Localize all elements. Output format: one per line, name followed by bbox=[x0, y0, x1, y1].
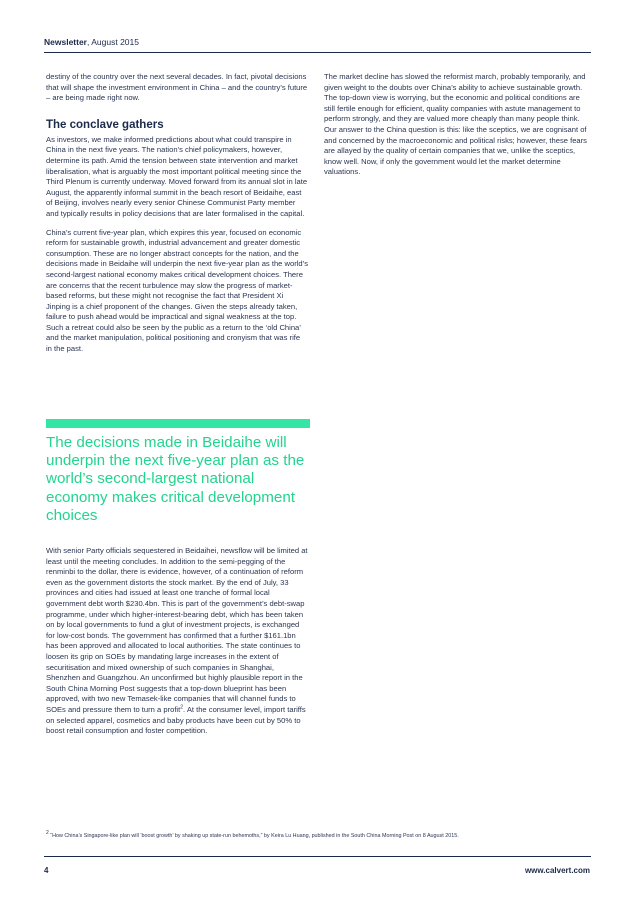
pull-quote-accent-bar bbox=[46, 419, 310, 428]
left-column bbox=[46, 72, 308, 363]
header-date: , August 2015 bbox=[87, 37, 139, 47]
page-header bbox=[44, 36, 591, 48]
intro-paragraph: destiny of the country over the next several decades. In fact, pivotal decisions that will shape the investment environment in China – and the country’s future – are being made right now. bbox=[46, 72, 308, 103]
header-label: Newsletter bbox=[44, 37, 87, 47]
footnote-marker: 2 bbox=[46, 830, 49, 837]
website-link[interactable]: www.calvert.com bbox=[524, 866, 590, 875]
page-number: 4 bbox=[44, 866, 49, 875]
body-paragraph-2: China’s current five-year plan, which expires this year, focused on economic reform for sustainable growth, industrial advancement and greater domestic consumption. These are no longer abstract concepts for the nation, and the decisions made in Beidaihe will underpin the next five-year plan as the world’s second-largest national economy makes critical development choices. There are concerns that the recent turbulence may slow the progress of market-based reforms, but these might not recognise the fact that President Xi Jinping is a chief proponent of the changes. Given the steps already taken, failure to push ahead would be impractical and signal weakness at the top. Such a retreat could also be seen by the public as a return to the ‘old China’ and the market manipulation, political positioning and cronyism that was rife in the past. bbox=[46, 227, 308, 354]
bottom-paragraph-text: With senior Party officials sequestered in Beidaihei, newsflow will be limited at least until the meeting concludes. In addition to the semi-pegging of the renminbi to the dollar, there is evidence, however, of a continuation of reform even as the government distorts the stock market. By the end of July, 33 provinces and cities had issued at least one tranche of formal local government debt worth $230.4bn. This is part of the government’s debt-swap programme, under which higher-interest-bearing debt, which has been taken on by local governments to fund a glut of investment projects, is exchanged for low-cost bonds. The government has confirmed that a further $161.1bn has been approved and allocated to local authorities. The state continues to loosen its grip on SOEs by mandating large increases in the extent of securitisation and mixed ownership of such companies in Shanghai, Shenzhen and Guangzhou. An unconfirmed but highly plausible report in the South China Morning Post suggests that a top-down blueprint has been approved, with two new Temasek-like companies that will channel funds to SOEs and pressure them to turn a profit bbox=[46, 546, 308, 714]
body-paragraph-1: As investors, we make informed predictions about what could transpire in China in the next five years. The nation’s chief policymakers, however, determine its path. Amid the tension between state intervention and market liberalisation, what is arguably the most important political meeting since the Third Plenum is currently underway. Moved forward from its annual slot in late August, the apparently informal summit in the beach resort of Beidaihe, east of Beijing, involves nearly every senior Chinese Communist Party member and typically results in policy decisions that are later formalised in the capital. bbox=[46, 134, 308, 218]
newsletter-header bbox=[44, 36, 591, 48]
bottom-paragraph bbox=[46, 546, 308, 737]
footnote bbox=[46, 832, 591, 840]
header-rule bbox=[44, 52, 591, 53]
right-paragraph: The market decline has slowed the reformist march, probably temporarily, and given weight to the doubts over China’s ability to achieve sustainable growth. The top-down view is worrying, but the economic and political conditions are still fertile enough for efficient, quality companies with astute management to perform strongly, and they are valued more cheaply than many people think. Our answer to the China question is this: like the sceptics, we are cognisant of and concerned by the macroeconomic and political risks; however, these fears are allayed by the quality of certain companies that we, unlike the sceptics, know well. Now, if only the government would let the market determine valuations. bbox=[324, 72, 587, 177]
footnote-text: “How China’s Singapore-like plan will ‘boost growth’ by shaking up state-run behemoths,” by Keira Lu Huang, published in the South China Morning Post on 8 August 2015. bbox=[48, 833, 459, 839]
section-heading: The conclave gathers bbox=[46, 118, 164, 131]
pull-quote: The decisions made in Beidaihe will underpin the next five-year plan as the world’s second-largest national economy makes critical development choices bbox=[46, 434, 305, 524]
footnote-reference: 2 bbox=[180, 704, 184, 711]
footer-rule bbox=[44, 856, 591, 857]
right-column bbox=[324, 72, 590, 186]
bottom-paragraph-end: . At the consumer level, import tariffs on selected apparel, cosmetics and baby products have been cut by 50% to boost retail consumption and foster competition. bbox=[46, 704, 306, 736]
